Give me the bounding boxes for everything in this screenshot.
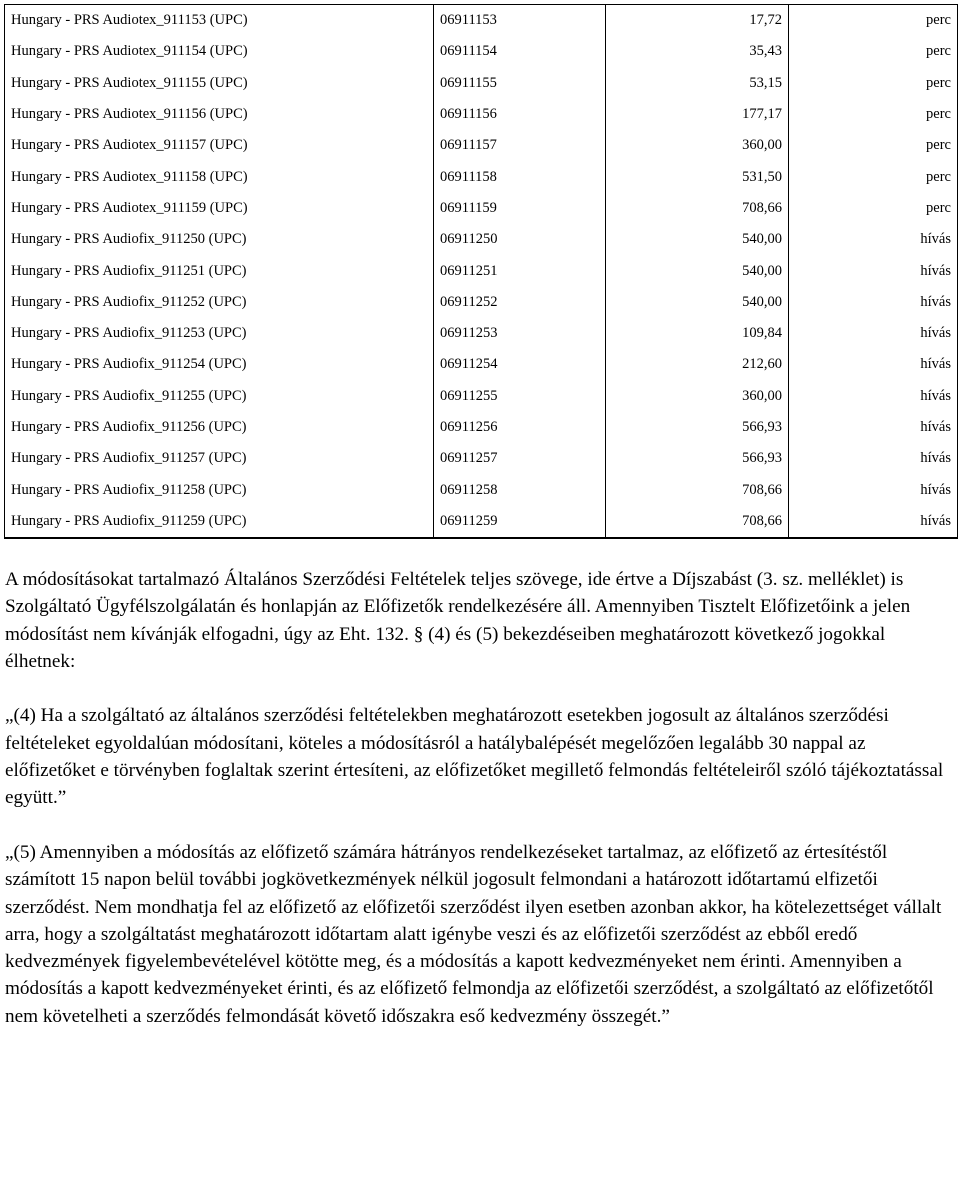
- price-cell: 566,93: [606, 412, 789, 443]
- service-name-cell: Hungary - PRS Audiotex_911157 (UPC): [5, 130, 434, 161]
- unit-cell: hívás: [789, 318, 958, 349]
- phone-number-cell: 06911153: [434, 5, 606, 37]
- table-row: [5, 318, 958, 349]
- price-cell: 708,66: [606, 474, 789, 505]
- table-row: [5, 161, 958, 192]
- table-row: [5, 287, 958, 318]
- phone-number-cell: 06911253: [434, 318, 606, 349]
- unit-cell: perc: [789, 193, 958, 224]
- phone-number-cell: 06911158: [434, 161, 606, 192]
- service-name-cell: Hungary - PRS Audiotex_911153 (UPC): [5, 5, 434, 37]
- unit-cell: perc: [789, 36, 958, 67]
- phone-number-cell: 06911257: [434, 443, 606, 474]
- rate-table: [4, 4, 958, 539]
- phone-number-cell: 06911254: [434, 349, 606, 380]
- unit-cell: perc: [789, 161, 958, 192]
- table-row: [5, 255, 958, 286]
- price-cell: 540,00: [606, 255, 789, 286]
- unit-cell: hívás: [789, 443, 958, 474]
- price-cell: 177,17: [606, 99, 789, 130]
- price-cell: 17,72: [606, 5, 789, 37]
- phone-number-cell: 06911252: [434, 287, 606, 318]
- service-name-cell: Hungary - PRS Audiofix_911251 (UPC): [5, 255, 434, 286]
- service-name-cell: Hungary - PRS Audiotex_911159 (UPC): [5, 193, 434, 224]
- phone-number-cell: 06911255: [434, 381, 606, 412]
- intro-paragraph: A módosításokat tartalmazó Általános Szerződési Feltételek teljes szövege, ide értve a Díjszabást (3. sz. melléklet) is Szolgáltató Ügyfélszolgálatán és honlapján az Előfizetők rendelkezésére áll. Amennyiben Tisztelt Előfizetőink a jelen módosítást nem kívánják elfogadni, úgy az Eht. 132. § (4) és (5) bekezdéseiben meghatározott következő jogokkal élhetnek:: [5, 569, 911, 672]
- table-row: [5, 99, 958, 130]
- unit-cell: perc: [789, 99, 958, 130]
- quote-paragraph-5: „(5) Amennyiben a módosítás az előfizető számára hátrányos rendelkezéseket tartalmaz, az előfizető az értesítéstől számított 15 napon belül további jogkövetkezmények nélkül jogosult felmondani a határozott időtartamú elfizetői szerződést. Nem mondhatja fel az előfizető az előfizetői szerződést ilyen esetben azonban akkor, ha kötelezettséget vállalt arra, hogy a szolgáltatást meghatározott időtartam alatt igénybe veszi és az előfizetői szerződést az ebből eredő kedvezmények figyelembevételével kötötte meg, és a módosítás a kapott kedvezményeket nem érinti. Amennyiben a módosítás a kapott kedvezményeket érinti, és az előfizető felmondja az előfizetői szerződést, a szolgáltató az előfizetőtől nem követelheti a szerződés felmondását követő időszakra eső kedvezmény összegét.”: [5, 841, 942, 1027]
- table-row: [5, 224, 958, 255]
- phone-number-cell: 06911258: [434, 474, 606, 505]
- table-row: [5, 130, 958, 161]
- unit-cell: hívás: [789, 381, 958, 412]
- unit-cell: perc: [789, 68, 958, 99]
- table-row: [5, 443, 958, 474]
- service-name-cell: Hungary - PRS Audiofix_911256 (UPC): [5, 412, 434, 443]
- table-row: [5, 68, 958, 99]
- service-name-cell: Hungary - PRS Audiotex_911156 (UPC): [5, 99, 434, 130]
- rate-table-body: [5, 5, 958, 539]
- phone-number-cell: 06911256: [434, 412, 606, 443]
- phone-number-cell: 06911251: [434, 255, 606, 286]
- unit-cell: perc: [789, 5, 958, 37]
- unit-cell: hívás: [789, 412, 958, 443]
- phone-number-cell: 06911250: [434, 224, 606, 255]
- service-name-cell: Hungary - PRS Audiofix_911253 (UPC): [5, 318, 434, 349]
- phone-number-cell: 06911155: [434, 68, 606, 99]
- phone-number-cell: 06911157: [434, 130, 606, 161]
- table-row: [5, 412, 958, 443]
- price-cell: 35,43: [606, 36, 789, 67]
- unit-cell: hívás: [789, 287, 958, 318]
- table-row: [5, 506, 958, 538]
- service-name-cell: Hungary - PRS Audiofix_911258 (UPC): [5, 474, 434, 505]
- rate-table-container: [4, 4, 957, 539]
- service-name-cell: Hungary - PRS Audiotex_911158 (UPC): [5, 161, 434, 192]
- unit-cell: perc: [789, 130, 958, 161]
- service-name-cell: Hungary - PRS Audiofix_911250 (UPC): [5, 224, 434, 255]
- unit-cell: hívás: [789, 474, 958, 505]
- unit-cell: hívás: [789, 349, 958, 380]
- price-cell: 109,84: [606, 318, 789, 349]
- service-name-cell: Hungary - PRS Audiofix_911252 (UPC): [5, 287, 434, 318]
- table-row: [5, 193, 958, 224]
- price-cell: 540,00: [606, 224, 789, 255]
- unit-cell: hívás: [789, 506, 958, 538]
- service-name-cell: Hungary - PRS Audiofix_911257 (UPC): [5, 443, 434, 474]
- price-cell: 540,00: [606, 287, 789, 318]
- table-row: [5, 5, 958, 37]
- phone-number-cell: 06911259: [434, 506, 606, 538]
- price-cell: 360,00: [606, 381, 789, 412]
- quote-paragraph-4: „(4) Ha a szolgáltató az általános szerződési feltételekben meghatározott esetekben jogosult az általános szerződési feltételeket egyoldalúan módosítani, köteles a módosításról a hatálybalépését megelőzően legalább 30 nappal az előfizetőket e törvényben foglaltak szerint értesíteni, az előfizetőket megillető felmondás feltételeiről szóló tájékoztatással együtt.”: [5, 705, 944, 809]
- phone-number-cell: 06911154: [434, 36, 606, 67]
- phone-number-cell: 06911159: [434, 193, 606, 224]
- price-cell: 531,50: [606, 161, 789, 192]
- price-cell: 708,66: [606, 193, 789, 224]
- table-row: [5, 36, 958, 67]
- price-cell: 53,15: [606, 68, 789, 99]
- service-name-cell: Hungary - PRS Audiotex_911154 (UPC): [5, 36, 434, 67]
- table-row: [5, 474, 958, 505]
- price-cell: 212,60: [606, 349, 789, 380]
- service-name-cell: Hungary - PRS Audiofix_911255 (UPC): [5, 381, 434, 412]
- service-name-cell: Hungary - PRS Audiofix_911259 (UPC): [5, 506, 434, 538]
- terms-text: [5, 566, 950, 1030]
- unit-cell: hívás: [789, 224, 958, 255]
- price-cell: 566,93: [606, 443, 789, 474]
- price-cell: 708,66: [606, 506, 789, 538]
- service-name-cell: Hungary - PRS Audiofix_911254 (UPC): [5, 349, 434, 380]
- service-name-cell: Hungary - PRS Audiotex_911155 (UPC): [5, 68, 434, 99]
- table-row: [5, 381, 958, 412]
- phone-number-cell: 06911156: [434, 99, 606, 130]
- table-row: [5, 349, 958, 380]
- price-cell: 360,00: [606, 130, 789, 161]
- unit-cell: hívás: [789, 255, 958, 286]
